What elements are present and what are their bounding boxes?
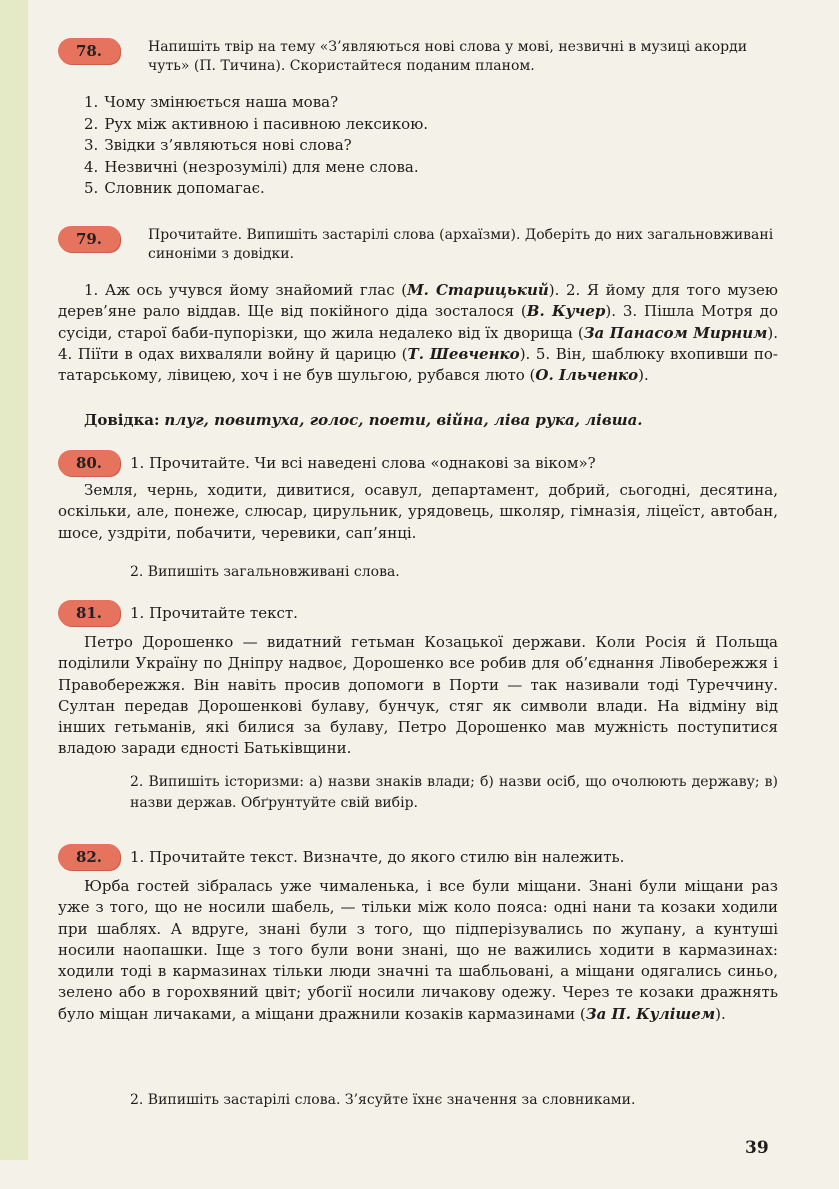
word-list: Земля, чернь, ходити, дивитися, осавул, департамент, добрий, сьогодні, десятина, оскільки, але, понеже, слюсар, цирульник, урядовець, школяр, гімназія, ліцеїст, автобан, шосе, уздріти, побачити, черевики, сап’янці. (58, 481, 778, 542)
exercise-number-badge: 78. (58, 38, 120, 64)
hint-line (84, 410, 778, 431)
plan-list (84, 92, 428, 200)
exercise-sentences: 1. Аж ось учувся йому знайомий глас (М. Старицький). 2. Я йому для того музею дерев’яне рало віддав. Ще від покійного діда зосталося (В. Кучер). 3. Пішла Мотря до сусіди, старої баби-пупорізки, що жила недалеко від їх дворища (За Панасом Мирним). 4. Піїти в одах вихваляли войну й царицю (Т. Шевченко). 5. Він, шаблюку вхопивши по-татарському, лівицею, хоч і не був шульгою, рубався люто (О. Ільченко). (58, 281, 779, 385)
exercise-79 (58, 212, 778, 450)
exercise-82 (58, 850, 778, 1130)
exercise-task-2: 2. Випишіть застарілі слова. З’ясуйте їхнє значення за словниками. (130, 1092, 636, 1108)
exercise-number-badge: 79. (58, 226, 120, 252)
exercise-number-badge: 81. (58, 600, 120, 626)
exercise-task: Напишіть твір на тему «З’являються нові слова у мові, незвичні в музиці акорди чуть» (П. Тичина). Скористайтеся поданим планом. (148, 39, 748, 74)
exercise-number-badge: 82. (58, 844, 120, 870)
list-item: 4. Незвичні (незрозумілі) для мене слова. (84, 157, 419, 176)
list-item: 5. Словник допомагає. (84, 179, 265, 197)
reading-text: Петро Дорошенко — видатний гетьман Козацької держави. Коли Росія й Польща поділили Україну по Дніпру надвоє, Дорошенко все робив для об’єднання Лівобережжя і Правобережжя. Він навіть просив допомоги в Порти — так називали тоді Туреччину. Султан передав Дорошенкові булаву, бунчук, стяг як символи влади. На відміну від інших гетьманів, які билися за булаву, Петро Дорошенко мав мужність поступитися владою заради єдності Батьківщини. (58, 633, 778, 758)
textbook-page (58, 34, 778, 1130)
list-item: 3. Звідки з’являються нові слова? (84, 136, 352, 154)
page-number: 39 (745, 1138, 769, 1158)
hint-words: плуг, повитуха, голос, поети, війна, ліва рука, лівша. (164, 411, 643, 429)
page-margin-strip (0, 0, 28, 1160)
exercise-task: Прочитайте. Випишіть застарілі слова (архаїзми). Доберіть до них загальновживані синоніми з довідки. (148, 227, 774, 262)
exercise-task: 1. Прочитайте. Чи всі наведені слова «однакові за віком»? (130, 454, 596, 472)
hint-label: Довідка: (84, 411, 160, 429)
exercise-78 (58, 34, 778, 212)
reading-text: Юрба гостей зібралась уже чималенька, і все були міщани. Знані були міщани раз уже з того, що не носили шабель, — тільки між коло пояса: одні нани та козаки ходили при шаблях. А вдруге, знані були з того, що підперізувались по жупану, а кунтуші носили наопашки. Іще з того були вони знані, що не важились ходити в кармазинах: ходили тоді в кармазинах тільки люди значні та шабльовані, а міщани одягались синьо, зелено або в горохвяний цвіт; убогії носили личакову одежу. Через те козаки дражнять було міщан личаками, а міщани дражнили козаків кармазинами (За П. Кулішем). (58, 877, 778, 1023)
exercise-task: 1. Прочитайте текст. Визначте, до якого стилю він належить. (130, 848, 625, 866)
list-item: 1. Чому змінюється наша мова? (84, 93, 339, 111)
exercise-number-badge: 80. (58, 450, 120, 476)
exercise-task: 1. Прочитайте текст. (130, 604, 298, 622)
exercise-81 (58, 600, 778, 850)
list-item: 2. Рух між активною і пасивною лексикою. (84, 114, 429, 133)
exercise-80 (58, 450, 778, 600)
exercise-task-2: 2. Випишіть загальновживані слова. (130, 564, 400, 580)
exercise-task-2: 2. Випишіть історизми: а) назви знаків влади; б) назви осіб, що очолюють державу; в) назви держав. Обґрунтуйте свій вибір. (130, 774, 778, 811)
